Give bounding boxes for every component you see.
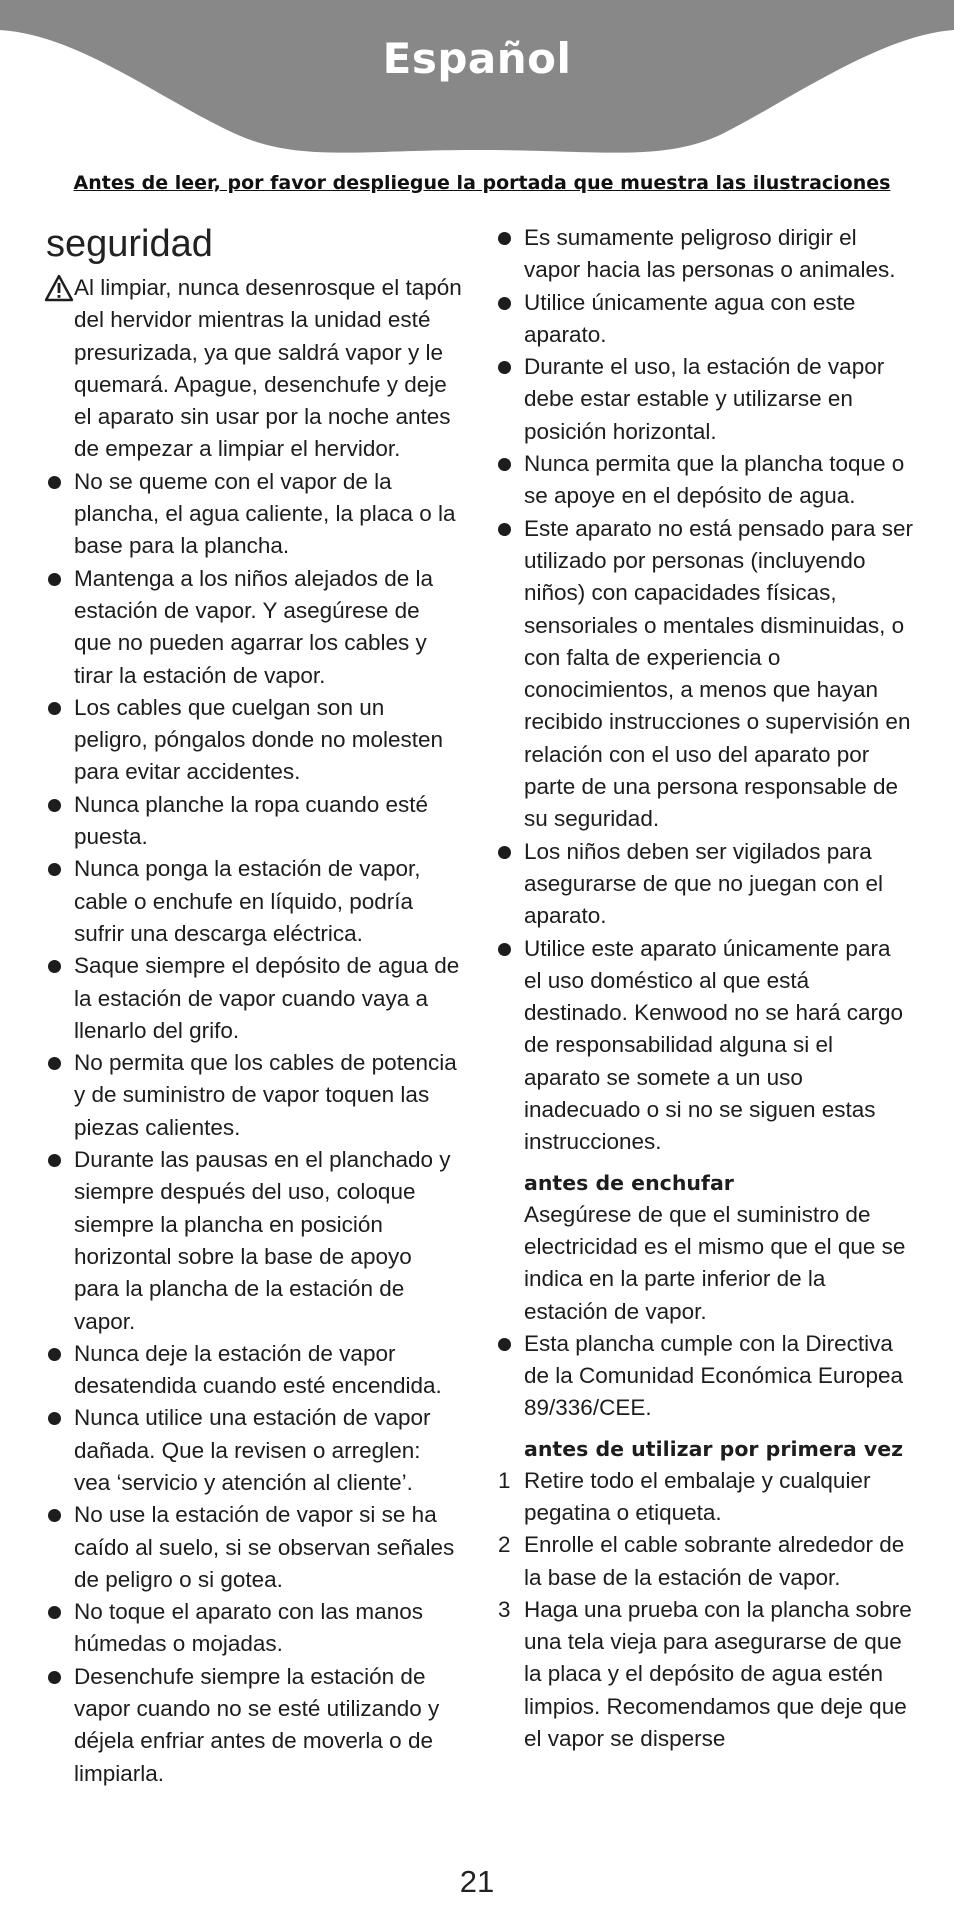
bullet-text: Es sumamente peligroso dirigir el vapor hacia las personas o animales. — [524, 225, 896, 283]
bullet-text: No use la estación de vapor si se ha caído al suelo, si se observan señales de peligro o si gotea. — [74, 1502, 455, 1592]
bullet-icon — [498, 361, 511, 374]
header-banner — [0, 0, 954, 180]
left-bullet-list — [44, 466, 462, 1790]
bullet-icon — [498, 1338, 511, 1351]
page-number: 21 — [459, 1864, 495, 1899]
bullet-icon — [48, 1154, 61, 1167]
warning-text: Al limpiar, nunca desenrosque el tapón del hervidor mientras la unidad esté presurizada, ya que saldrá vapor y le quemará. Apague, desenchufe y deje el aparato sin usar por la noche antes de empezar a limpiar el hervidor. — [74, 275, 462, 462]
step-item — [494, 1529, 914, 1594]
bullet-item — [494, 287, 914, 352]
bullet-icon — [48, 1671, 61, 1684]
bullet-icon — [498, 297, 511, 310]
bullet-text: Nunca ponga la estación de vapor, cable o enchufe en líquido, podría sufrir una descarga eléctrica. — [74, 856, 421, 946]
step-text: Haga una prueba con la plancha sobre una tela vieja para asegurarse de que la placa y el depósito de agua estén limpios. Recomendamos que deje que el vapor se disperse — [524, 1596, 912, 1752]
bullet-text: Esta plancha cumple con la Directiva de la Comunidad Económica Europea 89/336/CEE. — [524, 1330, 903, 1421]
bullet-icon — [498, 943, 511, 956]
bullet-icon — [48, 573, 61, 586]
section-title: seguridad — [46, 223, 213, 265]
bullet-text: Saque siempre el depósito de agua de la estación de vapor cuando vaya a llenarlo del grifo. — [74, 953, 460, 1043]
bullet-item — [44, 1661, 462, 1790]
bullet-text: Los cables que cuelgan son un peligro, póngalos donde no molesten para evitar accidentes. — [74, 694, 444, 785]
bullet-text: Nunca permita que la plancha toque o se apoye en el depósito de agua. — [524, 451, 905, 509]
bullet-text: No permita que los cables de potencia y de suministro de vapor toquen las piezas calientes. — [74, 1050, 457, 1140]
bullet-item — [44, 853, 462, 950]
bullet-icon — [48, 1509, 61, 1522]
bullet-icon — [498, 846, 511, 859]
bullet-item — [494, 1328, 914, 1425]
step-item — [494, 1465, 914, 1530]
bullet-icon — [48, 799, 61, 812]
bullet-text: Los niños deben ser vigilados para asegurarse de que no juegan con el aparato. — [524, 838, 884, 929]
bullet-text: No se queme con el vapor de la plancha, el agua caliente, la placa o la base para la plancha. — [74, 468, 456, 559]
first-use-heading: antes de utilizar por primera vez — [524, 1436, 904, 1461]
bullet-text: Utilice este aparato únicamente para el uso doméstico al que está destinado. Kenwood no se hará cargo de responsabilidad alguna si el aparato se somete a un uso inadecuado o si no se siguen estas instrucciones. — [524, 935, 904, 1155]
bullet-item — [494, 933, 914, 1159]
bullet-text: Nunca deje la estación de vapor desatendida cuando esté encendida. — [74, 1340, 442, 1399]
bullet-icon — [48, 476, 61, 489]
bullet-icon — [48, 863, 61, 876]
page-language-title: Español — [382, 34, 572, 83]
bullet-item — [494, 351, 914, 448]
bullet-text: Nunca planche la ropa cuando esté puesta. — [74, 791, 429, 850]
bullet-icon — [48, 960, 61, 973]
bullet-item — [44, 466, 462, 563]
bullet-icon — [48, 1348, 61, 1361]
reading-notice: Antes de leer, por favor despliegue la portada que muestra las ilustraciones — [73, 172, 891, 194]
bullet-icon — [498, 523, 511, 536]
bullet-item — [494, 836, 914, 933]
bullet-item — [44, 1499, 462, 1596]
header-wave-shape — [0, 0, 954, 180]
bullet-item — [44, 692, 462, 789]
left-column — [44, 222, 462, 1790]
step-item — [494, 1594, 914, 1755]
bullet-item — [44, 1338, 462, 1403]
plug-heading: antes de enchufar — [524, 1170, 734, 1195]
bullet-text: Durante las pausas en el planchado y siempre después del uso, coloque siempre la plancha en posición horizontal sobre la base de apoyo para la plancha de la estación de vapor. — [74, 1147, 451, 1334]
step-text: Retire todo el embalaje y cualquier pegatina o etiqueta. — [524, 1467, 871, 1525]
bullet-icon — [48, 702, 61, 715]
step-number: 2 — [498, 1532, 511, 1558]
steps-list — [494, 1465, 914, 1756]
bullet-item — [44, 1047, 462, 1144]
bullet-item — [44, 1144, 462, 1338]
bullet-item — [494, 448, 914, 513]
bullet-text: Utilice únicamente agua con este aparato. — [524, 289, 856, 347]
bullet-text: Mantenga a los niños alejados de la estación de vapor. Y asegúrese de que no pueden agarrar los cables y tirar la estación de vapor. — [74, 565, 434, 688]
bullet-item — [44, 563, 462, 692]
bullet-icon — [48, 1412, 61, 1425]
bullet-item — [44, 1596, 462, 1661]
warning-icon — [44, 274, 74, 302]
right-bullet-list — [494, 222, 914, 1159]
step-number: 3 — [498, 1596, 511, 1622]
bullet-text: Desenchufe siempre la estación de vapor cuando no se esté utilizando y déjela enfriar antes de moverla o de limpiarla. — [74, 1663, 440, 1786]
step-number: 1 — [498, 1467, 511, 1493]
bullet-item — [44, 1402, 462, 1499]
bullet-item — [494, 222, 914, 287]
bullet-text: Durante el uso, la estación de vapor debe estar estable y utilizarse en posición horizontal. — [524, 354, 885, 444]
bullet-item — [494, 513, 914, 836]
bullet-text: Nunca utilice una estación de vapor dañada. Que la revisen o arreglen: vea ‘servicio y atención al cliente’. — [74, 1405, 431, 1495]
bullet-icon — [48, 1057, 61, 1070]
bullet-icon — [48, 1606, 61, 1619]
plug-bullet-list — [494, 1328, 914, 1425]
bullet-icon — [498, 458, 511, 471]
bullet-text: No toque el aparato con las manos húmedas o mojadas. — [74, 1599, 423, 1657]
step-text: Enrolle el cable sobrante alrededor de la base de la estación de vapor. — [524, 1532, 905, 1590]
right-column — [494, 222, 914, 1755]
plug-text: Asegúrese de que el suministro de electricidad es el mismo que el que se indica en la parte inferior de la estación de vapor. — [524, 1201, 906, 1324]
bullet-item — [44, 950, 462, 1047]
bullet-text: Este aparato no está pensado para ser utilizado por personas (incluyendo niños) con capacidades físicas, sensoriales o mentales disminuidas, o con falta de experiencia o conocimientos, a menos que hayan recibido instrucciones o supervisión en relación con el uso del aparato por parte de una persona responsable de su seguridad. — [524, 515, 914, 832]
bullet-icon — [498, 232, 511, 245]
warning-item — [44, 272, 462, 466]
bullet-item — [44, 789, 462, 854]
